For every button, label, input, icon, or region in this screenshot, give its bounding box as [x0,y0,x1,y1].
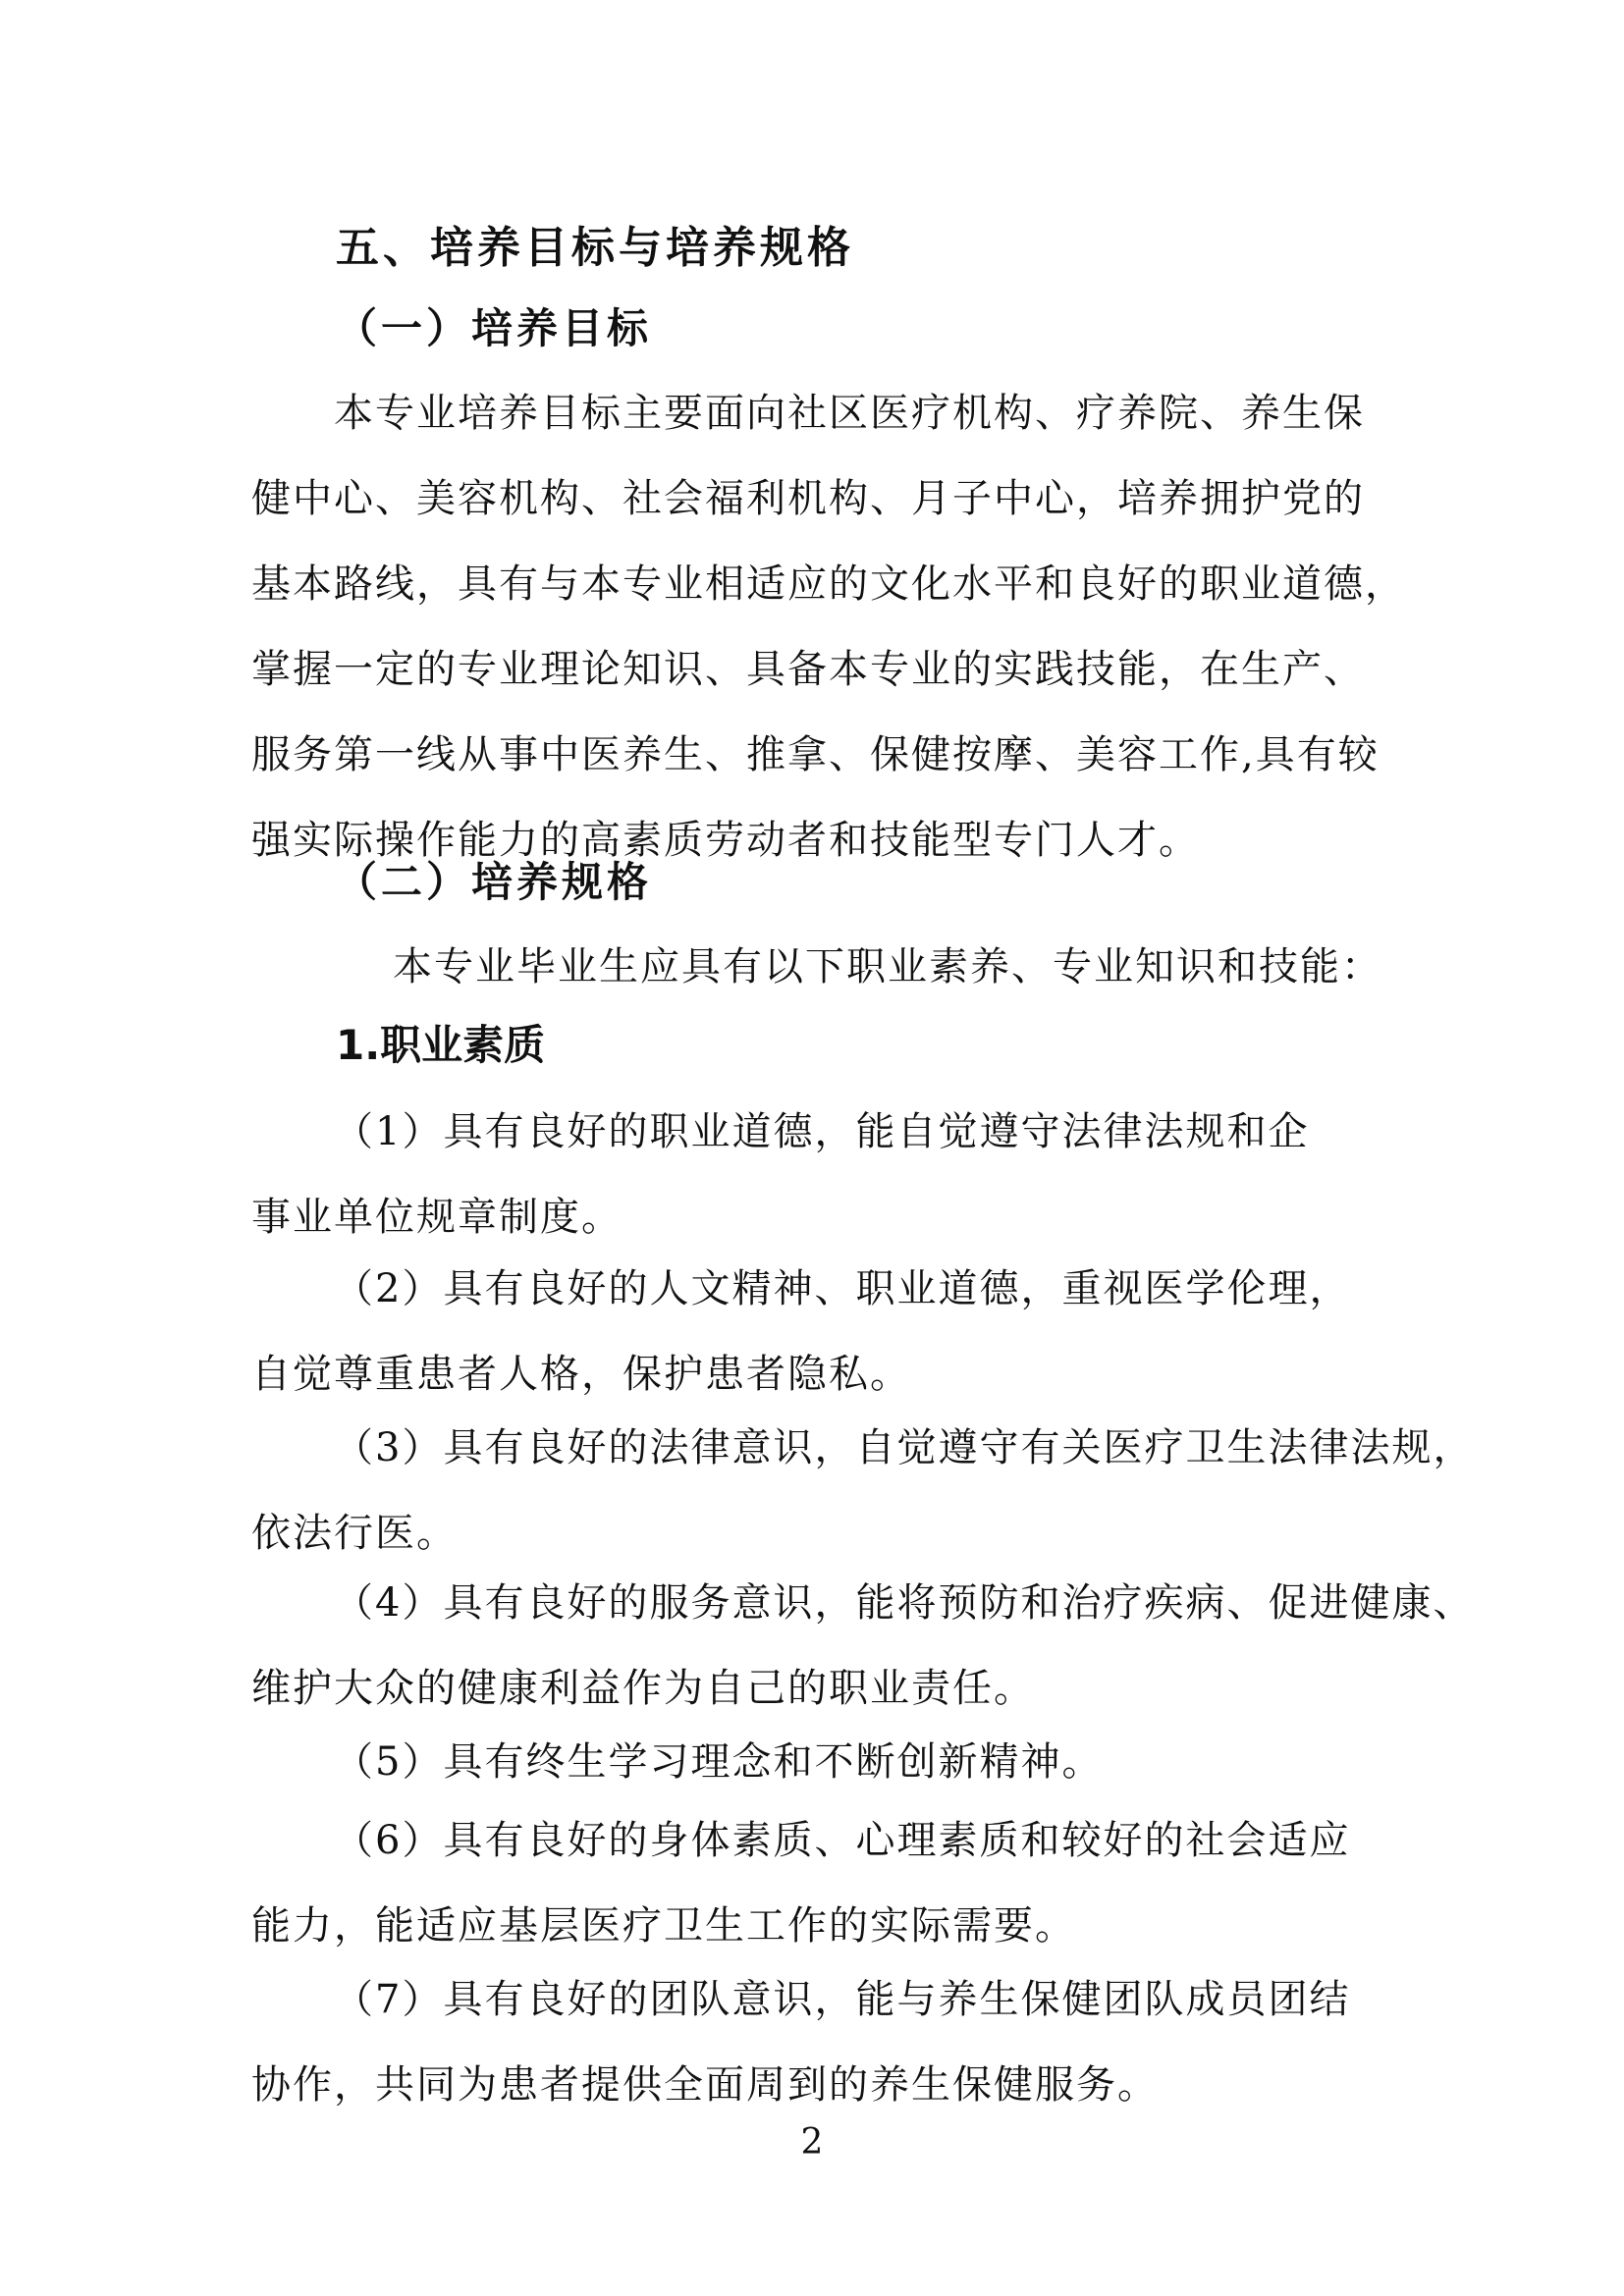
text-line: （3）具有良好的法律意识，自觉遵守有关医疗卫生法律法规， [334,1425,1475,1470]
spec-item-7 [251,1957,1350,2128]
text-line: 依法行医。 [251,1511,458,1556]
text-line: 基本路线，具有与本专业相适应的文化水平和良好的职业道德， [251,561,1406,607]
text-line: （2）具有良好的人文精神、职业道德，重视医学伦理， [334,1266,1351,1311]
spec-item-1 [251,1090,1309,1260]
spec-item-2 [251,1247,1350,1417]
text-line: 维护大众的健康利益作为自己的职业责任。 [251,1666,1035,1711]
spec-item-4 [251,1561,1474,1732]
text-line: （6）具有良好的身体素质、心理素质和较好的社会适应 [334,1818,1351,1863]
text-line: 服务第一线从事中医养生、推拿、保健按摩、美容工作,具有较 [251,732,1380,777]
page-number: 2 [800,2122,824,2163]
spec-item-5 [251,1720,1103,1805]
text-line: （1）具有良好的职业道德，能自觉遵守法律法规和企 [334,1109,1310,1154]
text-line: 健中心、美容机构、社会福利机构、月子中心，培养拥护党的 [251,476,1365,521]
spec-heading: （二）培养规格 [336,858,653,906]
text-line: 协作，共同为患者提供全面周到的养生保健服务。 [251,2062,1159,2108]
goal-heading: （一）培养目标 [336,304,653,352]
text-line: 自觉尊重患者人格，保护患者隐私。 [251,1352,911,1397]
spec-item-6 [251,1798,1350,1969]
text-line: （4）具有良好的服务意识，能将预防和治疗疾病、促进健康、 [334,1580,1475,1626]
text-line: 强实际操作能力的高素质劳动者和技能型专门人才。 [251,818,1200,863]
section-title: 五、培养目标与培养规格 [336,223,854,273]
spec-subheading: 1.职业素质 [336,1021,546,1069]
spec-item-3 [251,1406,1474,1576]
text-line: 事业单位规章制度。 [251,1195,623,1240]
text-line: 掌握一定的专业理论知识、具备本专业的实践技能，在生产、 [251,647,1365,692]
text-line: （5）具有终生学习理念和不断创新精神。 [334,1739,1104,1785]
spec-intro: 本专业毕业生应具有以下职业素养、专业知识和技能： [393,944,1382,989]
text-line: （7）具有良好的团队意识，能与养生保健团队成员团结 [334,1977,1351,2022]
text-line: 本专业培养目标主要面向社区医疗机构、疗养院、养生保 [334,391,1365,436]
goal-paragraph [251,371,1406,883]
text-line: 能力，能适应基层医疗卫生工作的实际需要。 [251,1903,1076,1949]
